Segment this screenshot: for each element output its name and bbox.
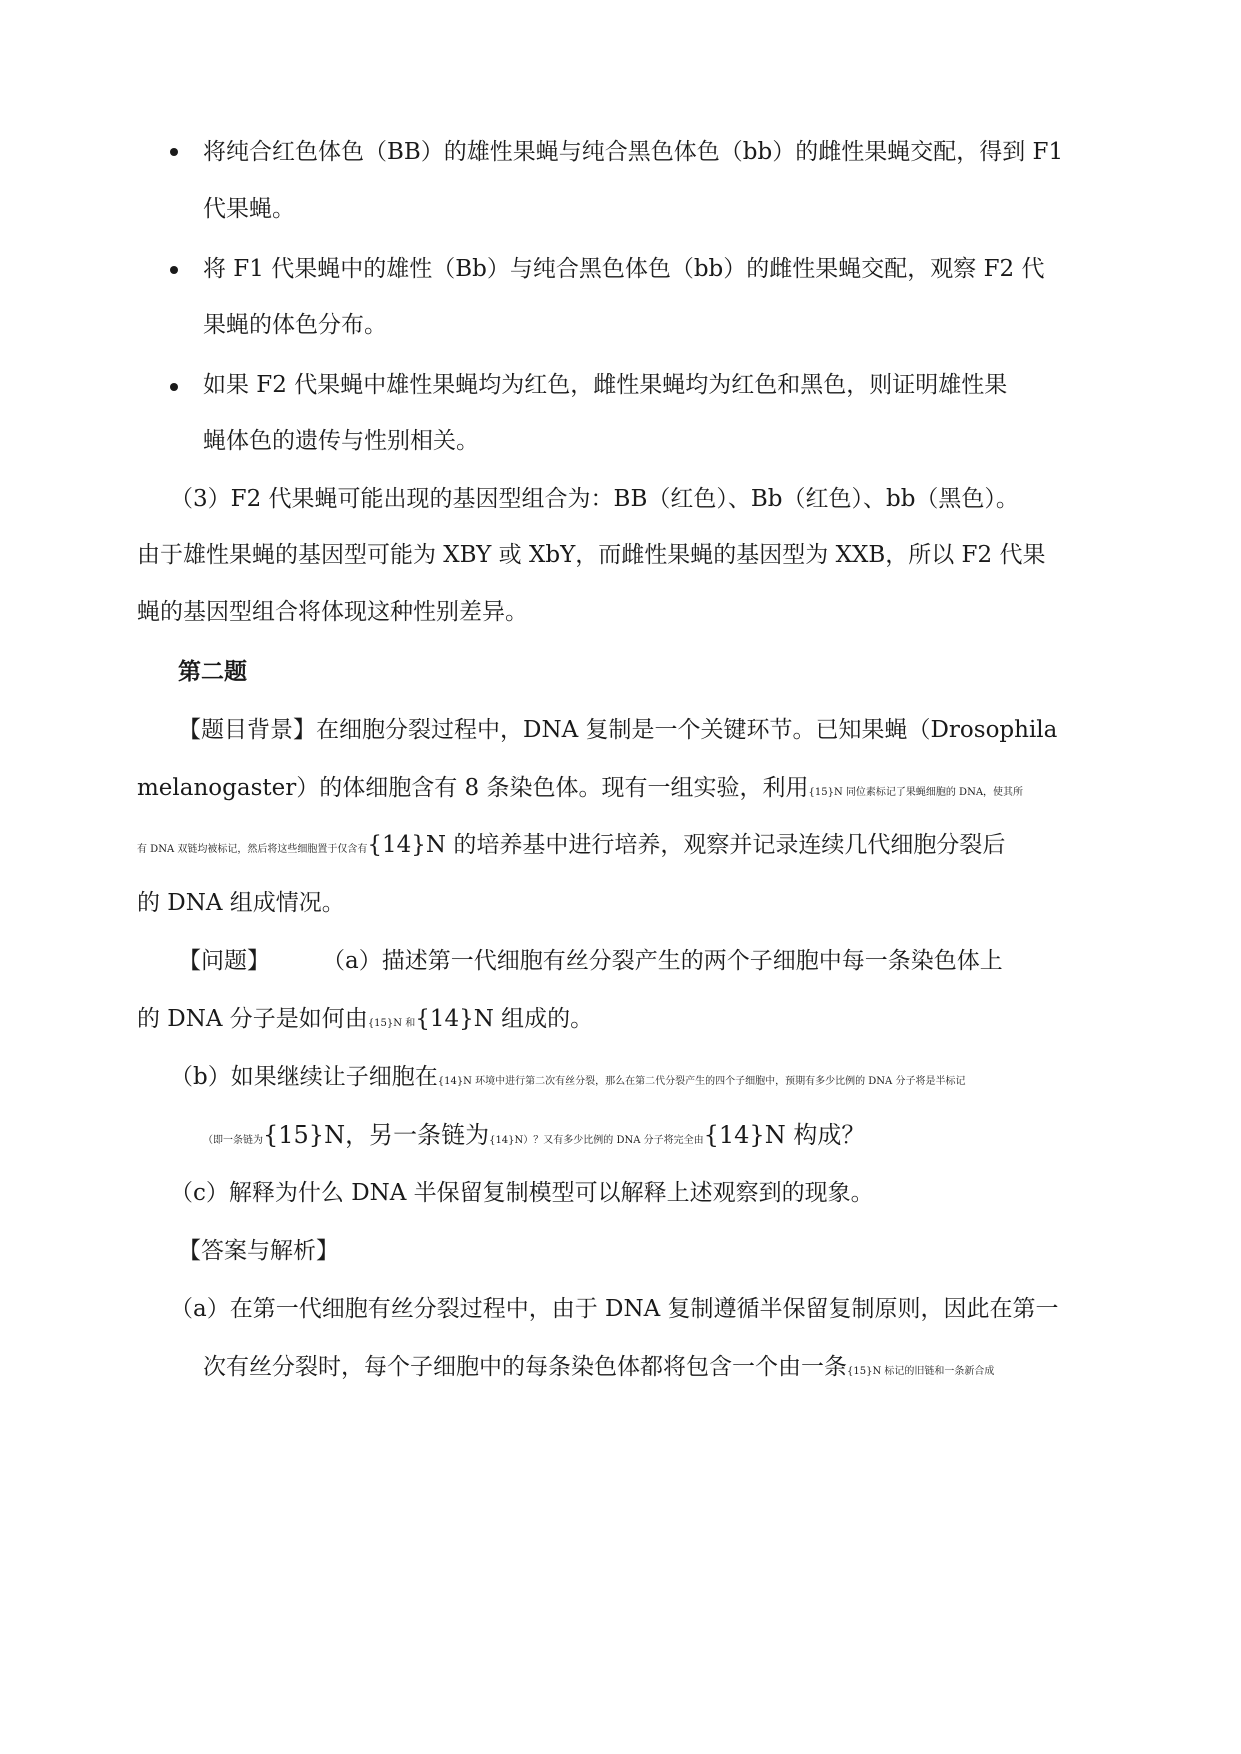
bullet-dot [170,148,178,156]
question-label: 【问题】 [178,948,270,974]
question-b-line-2-main-1: {15}N，另一条链为 [263,1121,490,1149]
question-b-line-1-small: {14}N 环境中进行第二次有丝分裂，那么在第二代分裂产生的四个子细胞中，预期有多少比例的 DNA 分子将是半标记 [437,1076,966,1087]
bullet-3-line-2: 蝇体色的遗传与性别相关。 [203,428,479,454]
question-a-line-2-small: {15}N 和 [367,1018,416,1029]
answer-a-line-1: （a）在第一代细胞有丝分裂过程中，由于 DNA 复制遵循半保留复制原则，因此在第一 [170,1296,1059,1322]
background-line-1: 【题目背景】在细胞分裂过程中，DNA 复制是一个关键环节。已知果蝇（Drosophila [178,717,1058,743]
background-line-3 [137,830,1005,865]
question-b-line-2-small-2: {14}N）？又有多少比例的 DNA 分子将完全由 [489,1135,704,1146]
bullet-1-line-2: 代果蝇。 [203,196,295,222]
answer-a-line-2 [203,1352,994,1387]
question-a-line-2-end: {14}N 组成的。 [415,1006,594,1032]
bullet-3-line-1: 如果 F2 代果蝇中雄性果蝇均为红色，雌性果蝇均为红色和黑色，则证明雄性果 [203,372,1008,398]
bullet-1-line-1: 将纯合红色体色（BB）的雄性果蝇与纯合黑色体色（bb）的雌性果蝇交配，得到 F1 [203,139,1064,165]
question-c: （c）解释为什么 DNA 半保留复制模型可以解释上述观察到的现象。 [170,1180,874,1206]
bullet-2-line-2: 果蝇的体色分布。 [203,312,387,338]
bullet-dot [170,383,178,391]
background-line-4: 的 DNA 组成情况。 [137,890,345,916]
answer-a-line-2-small: {15}N 标记的旧链和一条新合成 [847,1366,995,1377]
answer-label: 【答案与解析】 [178,1238,339,1264]
background-line-3-small: 有 DNA 双链均被标记，然后将这些细胞置于仅含有 [137,844,368,855]
question-b-line-1 [170,1062,965,1097]
question-b-line-1-main: （b）如果继续让子细胞在 [170,1064,438,1090]
question-b-line-2-main-2: {14}N 构成？ [703,1121,866,1149]
para3-line-2: 由于雄性果蝇的基因型可能为 XBY 或 XbY，而雌性果蝇的基因型为 XXB，所以 F2 代果 [137,542,1046,568]
question-a-line-2 [137,1004,593,1039]
question-a-line-1: （a）描述第一代细胞有丝分裂产生的两个子细胞中每一条染色体上 [322,948,1003,974]
para3-line-3: 蝇的基因型组合将体现这种性别差异。 [137,599,528,625]
section-title: 第二题 [178,658,247,685]
bullet-dot [170,266,178,274]
question-b-line-2-small-1: （即一条链为 [203,1135,263,1146]
background-line-2 [137,773,1023,808]
bullet-2-line-1: 将 F1 代果蝇中的雄性（Bb）与纯合黑色体色（bb）的雌性果蝇交配，观察 F2 代 [203,256,1045,282]
background-line-2-small: {15}N 同位素标记了果蝇细胞的 DNA，使其所 [808,787,1024,798]
question-a-line-2-main: 的 DNA 分子是如何由 [137,1006,368,1032]
background-line-2-main: melanogaster）的体细胞含有 8 条染色体。现有一组实验，利用 [137,775,809,801]
background-line-3-main: {14}N 的培养基中进行培养，观察并记录连续几代细胞分裂后 [367,832,1006,858]
answer-a-line-2-main: 次有丝分裂时，每个子细胞中的每条染色体都将包含一个由一条 [203,1354,847,1380]
question-b-line-2 [203,1120,865,1156]
para3-line-1: （3）F2 代果蝇可能出现的基因型组合为：BB（红色）、Bb（红色）、bb（黑色）。 [170,486,1019,512]
